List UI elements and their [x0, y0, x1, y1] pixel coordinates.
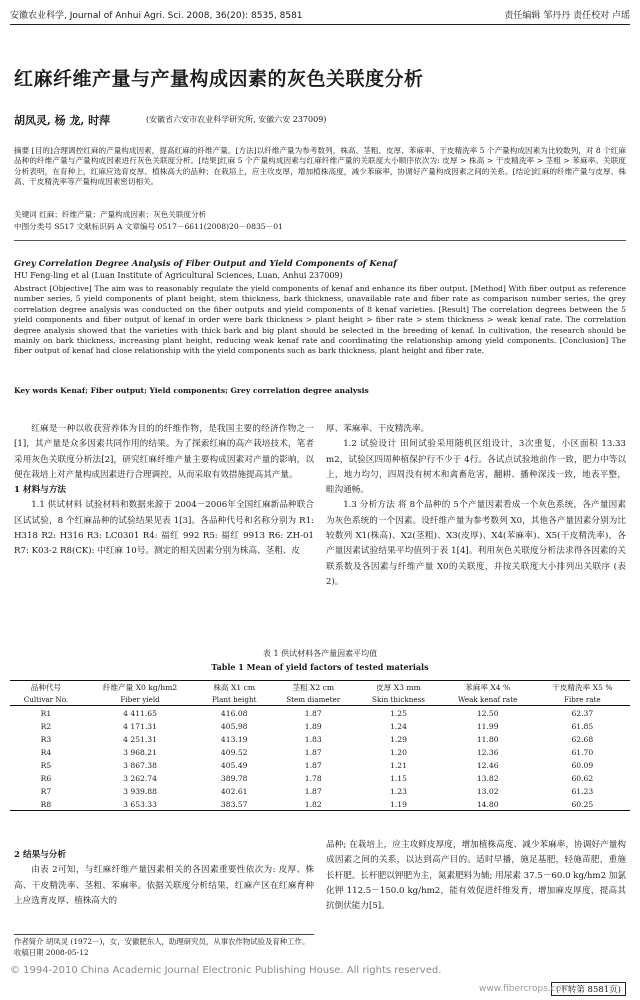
table-cell: 3 262.74: [123, 773, 157, 783]
abstract-cn: 摘要 [目的]合理调控红麻的产量构成因素，提高红麻的纤维产量。[方法]以纤维产量为参考数列，株高、茎粗、皮厚、苯麻率、干皮精洗率 5 个产量构成因素为比较数列，对 8 个红麻品种的纤维产量与产量构成因素进行灰色关联度分析。[结果]红麻 5 个产量构成因素与红麻纤维产量的关联度大小顺序依次为: 皮厚 > 株高 > 干皮精洗率 > 茎粗 > 苯麻率。关联度分析表明，在育种上，红麻应选育皮厚、植株高大的品种；在栽培上，应主攻皮厚，增加植株高度，减少苯麻率，协调好产量构成因素之间的关系。[结论]红麻的纤维产量与皮厚、株高、干皮精洗率等产量构成因素密切相关。: [14, 146, 626, 187]
table-header-cn: 干皮精洗率 X5 %: [535, 681, 630, 695]
table-cell: 61.23: [571, 786, 594, 796]
table-header-cn: 皮厚 X3 mm: [356, 681, 440, 695]
table-cell: R8: [10, 797, 82, 811]
table-cell: 405.98: [220, 721, 248, 731]
classification: 中图分类号 S517 文献标识码 A 文章编号 0517－6611(2008)20－0835－01: [14, 222, 283, 231]
table-cell: 4 171.31: [123, 721, 157, 731]
table-cell: 14.80: [441, 797, 535, 811]
journal-info: 安徽农业科学, Journal of Anhui Agri. Sci. 2008, 36(20): 8535, 8581: [10, 11, 303, 21]
section-heading-methods: 1 材料与方法: [14, 485, 66, 496]
table-cell: R1: [40, 708, 52, 718]
footnote-rule: [14, 934, 314, 935]
materials-paragraph: 1.1 供试材料 试验材料和数据来源于 2004－2006年全国红麻新品种联合区试试验，8 个红麻品种的试验结果见表 1[3]。各品种代号和名称分别为 R1: H318 R2: H316 R3: LC0301 R4: 福红 992 R5: 福红 9913 R6: ZH-01 R7: K03-2 R8(CK): 中红麻 10号。测定的相关因素分别为株高、茎粗、皮: [14, 500, 314, 557]
table-cell: 1.87: [304, 747, 322, 757]
editor-info: 责任编辑 邹丹丹 责任校对 卢瑶: [504, 11, 630, 21]
continued-marker: (下转第 8581页): [551, 982, 626, 996]
table-cell: 1.21: [390, 760, 407, 770]
table-row: [10, 719, 630, 732]
yield-factors-table: [10, 680, 630, 811]
table-cell: 3 653.33: [82, 797, 198, 811]
table-cell: 383.57: [198, 797, 270, 811]
section-rule: [14, 240, 626, 241]
authors: 胡凤灵, 杨 龙, 时萍: [14, 114, 111, 127]
table-cell: 3 939.88: [123, 786, 157, 796]
table-cell: R2: [40, 721, 52, 731]
continued-text: 厚、苯麻率、干皮精洗率。: [326, 424, 430, 434]
table-cell: 405.49: [220, 760, 248, 770]
affiliation: (安徽省六安市农业科学研究所, 安徽六安 237009): [146, 115, 327, 124]
footnote: [14, 936, 314, 958]
table-cell: 1.89: [304, 721, 322, 731]
results-right: [326, 838, 626, 914]
paper-title: 红麻纤维产量与产量构成因素的灰色关联度分析: [14, 68, 424, 90]
table-cell: R3: [40, 734, 52, 744]
table-cell: 389.78: [220, 773, 248, 783]
table-cell: 4 411.65: [123, 708, 157, 718]
design-paragraph: 1.2 试验设计 田间试验采用随机区组设计，3次重复，小区面积 13.33 m2，试验区四周种植保护行不少于 4行。各试点试验地前作一致，肥力中等以上，地力均匀，四周没有树木和禽畜危害，翻耕、播种深浅一致，地表平整，畦沟通畅。: [326, 439, 626, 496]
table-header-cn: 茎粗 X2 cm: [270, 681, 356, 695]
table-cell: 61.70: [571, 747, 594, 757]
table-cell: 3 968.21: [123, 747, 157, 757]
table-cell: 1.20: [390, 747, 407, 757]
table-cell: 409.52: [220, 747, 248, 757]
table-cell: R6: [40, 773, 52, 783]
received-date: 收稿日期 2008-05-12: [14, 948, 89, 957]
table-caption-en: Table 1 Mean of yield factors of tested materials: [211, 662, 429, 672]
results-paragraph: 由表 2可知，与红麻纤维产量因素相关的各因素重要性依次为: 皮厚、株高、干皮精洗率、茎粗、苯麻率。依据关联度分析结果，红麻产区在红麻育种上应选育皮厚、植株高大的: [14, 865, 314, 906]
abstract-en: Abstract [Objective] The aim was to reasonably regulate the yield components of kenaf and enhance its fiber output. [Method] With fiber output as reference number series, 5 yield components of plant height, stem thickness, bark thickness, unavailable rate and fiber rate as comparison number series, the grey correlation degree analysis was conducted on the fiber outputs and yield components of 8 kenaf varieties. [Result] The correlation degrees between the 5 yield components and fiber output of kenaf in order were bark thickness > plant height > fiber rate > stem thickness > weak kenaf rate. The correlation degree analysis showed that the varieties with thick bark and big plant should be selected in the breeding of kenaf. In cultivation, the research should be mainly on bark thickness, increasing plant height, reducing weak kenaf rate and coordinating the relationship among yield components. [Conclusion] The fiber output of kenaf had close relationship with the yield components such as bark thickness, plant height and fiber rate.: [14, 284, 626, 356]
table-cell: 1.83: [304, 734, 322, 744]
table-cell: 1.25: [390, 708, 407, 718]
table-cell: 13.82: [476, 773, 499, 783]
table-cell: 11.99: [476, 721, 499, 731]
analysis-paragraph: 1.3 分析方法 将 8个品种的 5个产量因素看成一个灰色系统，各产量因素为灰色系统的一个因素。设纤维产量为参考数列 X0，其他各产量因素分别为比较数列 X1(株高)、X2(茎粗)、X3(皮厚)、X4(苯麻率)、X5(干皮精洗率)，各产量因素试验结果平均值列于表 1[4]。利用灰色关联度分析法求得各因素的关联系数及各因素与纤维产量 X0的关联度，并按关联度大小排列出关联序 (表 2)。: [326, 500, 626, 587]
table-cell: 3 867.38: [123, 760, 157, 770]
body-right-column: [326, 422, 626, 590]
header-rule: [10, 24, 630, 25]
table-cell: 62.68: [571, 734, 594, 744]
table-cell: 13.02: [476, 786, 499, 796]
table-row: [10, 797, 630, 811]
table-cell: 1.24: [390, 721, 407, 731]
table-row: [10, 706, 630, 720]
copyright-line: © 1994-2010 China Academic Journal Electronic Publishing House. All rights reserved.: [10, 965, 442, 976]
table-header-en: Plant height: [198, 694, 270, 706]
table-cell: 416.08: [220, 708, 248, 718]
table-cell: 60.25: [535, 797, 630, 811]
table-header-cn: 苯麻率 X4 %: [441, 681, 535, 695]
english-authors: HU Feng-ling et al (Luan Institute of Agricultural Sciences, Luan, Anhui 237009): [14, 271, 343, 280]
table-row: [10, 758, 630, 771]
table-cell: 4 251.31: [123, 734, 157, 744]
table-row: [10, 784, 630, 797]
table-cell: 12.46: [476, 760, 499, 770]
table-cell: 61.85: [571, 721, 594, 731]
table-cell: 1.87: [304, 760, 322, 770]
table-cell: 1.23: [390, 786, 407, 796]
table-cell: R5: [40, 760, 52, 770]
table-cell: 12.36: [476, 747, 499, 757]
table-cell: 1.87: [304, 708, 322, 718]
table-cell: R4: [40, 747, 52, 757]
table-header-en: Skin thickness: [356, 694, 440, 706]
table-caption-cn: 表 1 供试材料各产量因素平均值: [262, 649, 378, 658]
table-cell: 60.62: [571, 773, 594, 783]
table-cell: 413.19: [220, 734, 248, 744]
table-header-en: Fibre rate: [535, 694, 630, 706]
results-left: [14, 848, 314, 909]
author-bio: 作者简介 胡凤灵 (1972－)，女，安徽肥东人，助理研究员，从事农作物试验及育种工作。: [14, 937, 310, 946]
table-row: [10, 745, 630, 758]
table-cell: R7: [40, 786, 52, 796]
watermark: www.fibercrops.com: [479, 984, 570, 994]
keywords-en: Key words Kenaf; Fiber output; Yield components; Grey correlation degree analysis: [14, 386, 369, 395]
table-header-en: Stem diameter: [270, 694, 356, 706]
table-header-cn: 株高 X1 cm: [198, 681, 270, 695]
table-header-en: Weak kenaf rate: [441, 694, 535, 706]
section-heading-results: 2 结果与分析: [14, 850, 66, 860]
table-cell: 1.29: [390, 734, 407, 744]
table-cell: 1.82: [270, 797, 356, 811]
table-row: [10, 732, 630, 745]
table-header-cn: 品种代号: [10, 681, 82, 695]
table-cell: 1.15: [390, 773, 407, 783]
table-cell: 60.09: [571, 760, 594, 770]
table-header-en: Fiber yield: [82, 694, 198, 706]
table-cell: 402.61: [220, 786, 248, 796]
table-cell: 12.50: [476, 708, 499, 718]
body-left-column: [14, 422, 314, 560]
running-header: [10, 8, 630, 21]
table-cell: 62.37: [571, 708, 594, 718]
table-cell: 1.19: [356, 797, 440, 811]
results-continued: 品种; 在栽培上，应主攻鲜皮厚度，增加植株高度、减少苯麻率，协调好产量构成因素之间的关系，以达到高产目的。适时早播，施足基肥，轻施苗肥，重施长杆肥。长杆肥以钾肥为主，氮素肥料为辅; 用尿素 37.5－60.0 kg/hm2 加氯化钾 112.5－150.0 kg/hm2，能有效促进纤维发育，增加麻皮厚度，提高其抗倒伏能力[5]。: [326, 840, 626, 912]
keywords-cn: 关键词 红麻；纤维产量；产量构成因素；灰色关联度分析: [14, 210, 207, 219]
table-row: [10, 771, 630, 784]
table-cell: 1.87: [304, 786, 322, 796]
english-title: Grey Correlation Degree Analysis of Fiber Output and Yield Components of Kenaf: [14, 258, 397, 268]
table-header-cn: 纤维产量 X0 kg/hm2: [82, 681, 198, 695]
intro-paragraph: 红麻是一种以收获营养体为目的的纤维作物，是我国主要的经济作物之一[1]，其产量是众多因素共同作用的结果。为了探索红麻的高产栽培技术，笔者采用灰色关联度分析法[2]，研究红麻纤维产量主要构成因素对产量的影响，以便在栽培上对产量构成因素进行合理调控，从而采取有效措施提高其产量。: [14, 424, 314, 480]
table-header-en: Cultivar No.: [10, 694, 82, 706]
table-cell: 11.80: [476, 734, 499, 744]
table-cell: 1.78: [304, 773, 322, 783]
